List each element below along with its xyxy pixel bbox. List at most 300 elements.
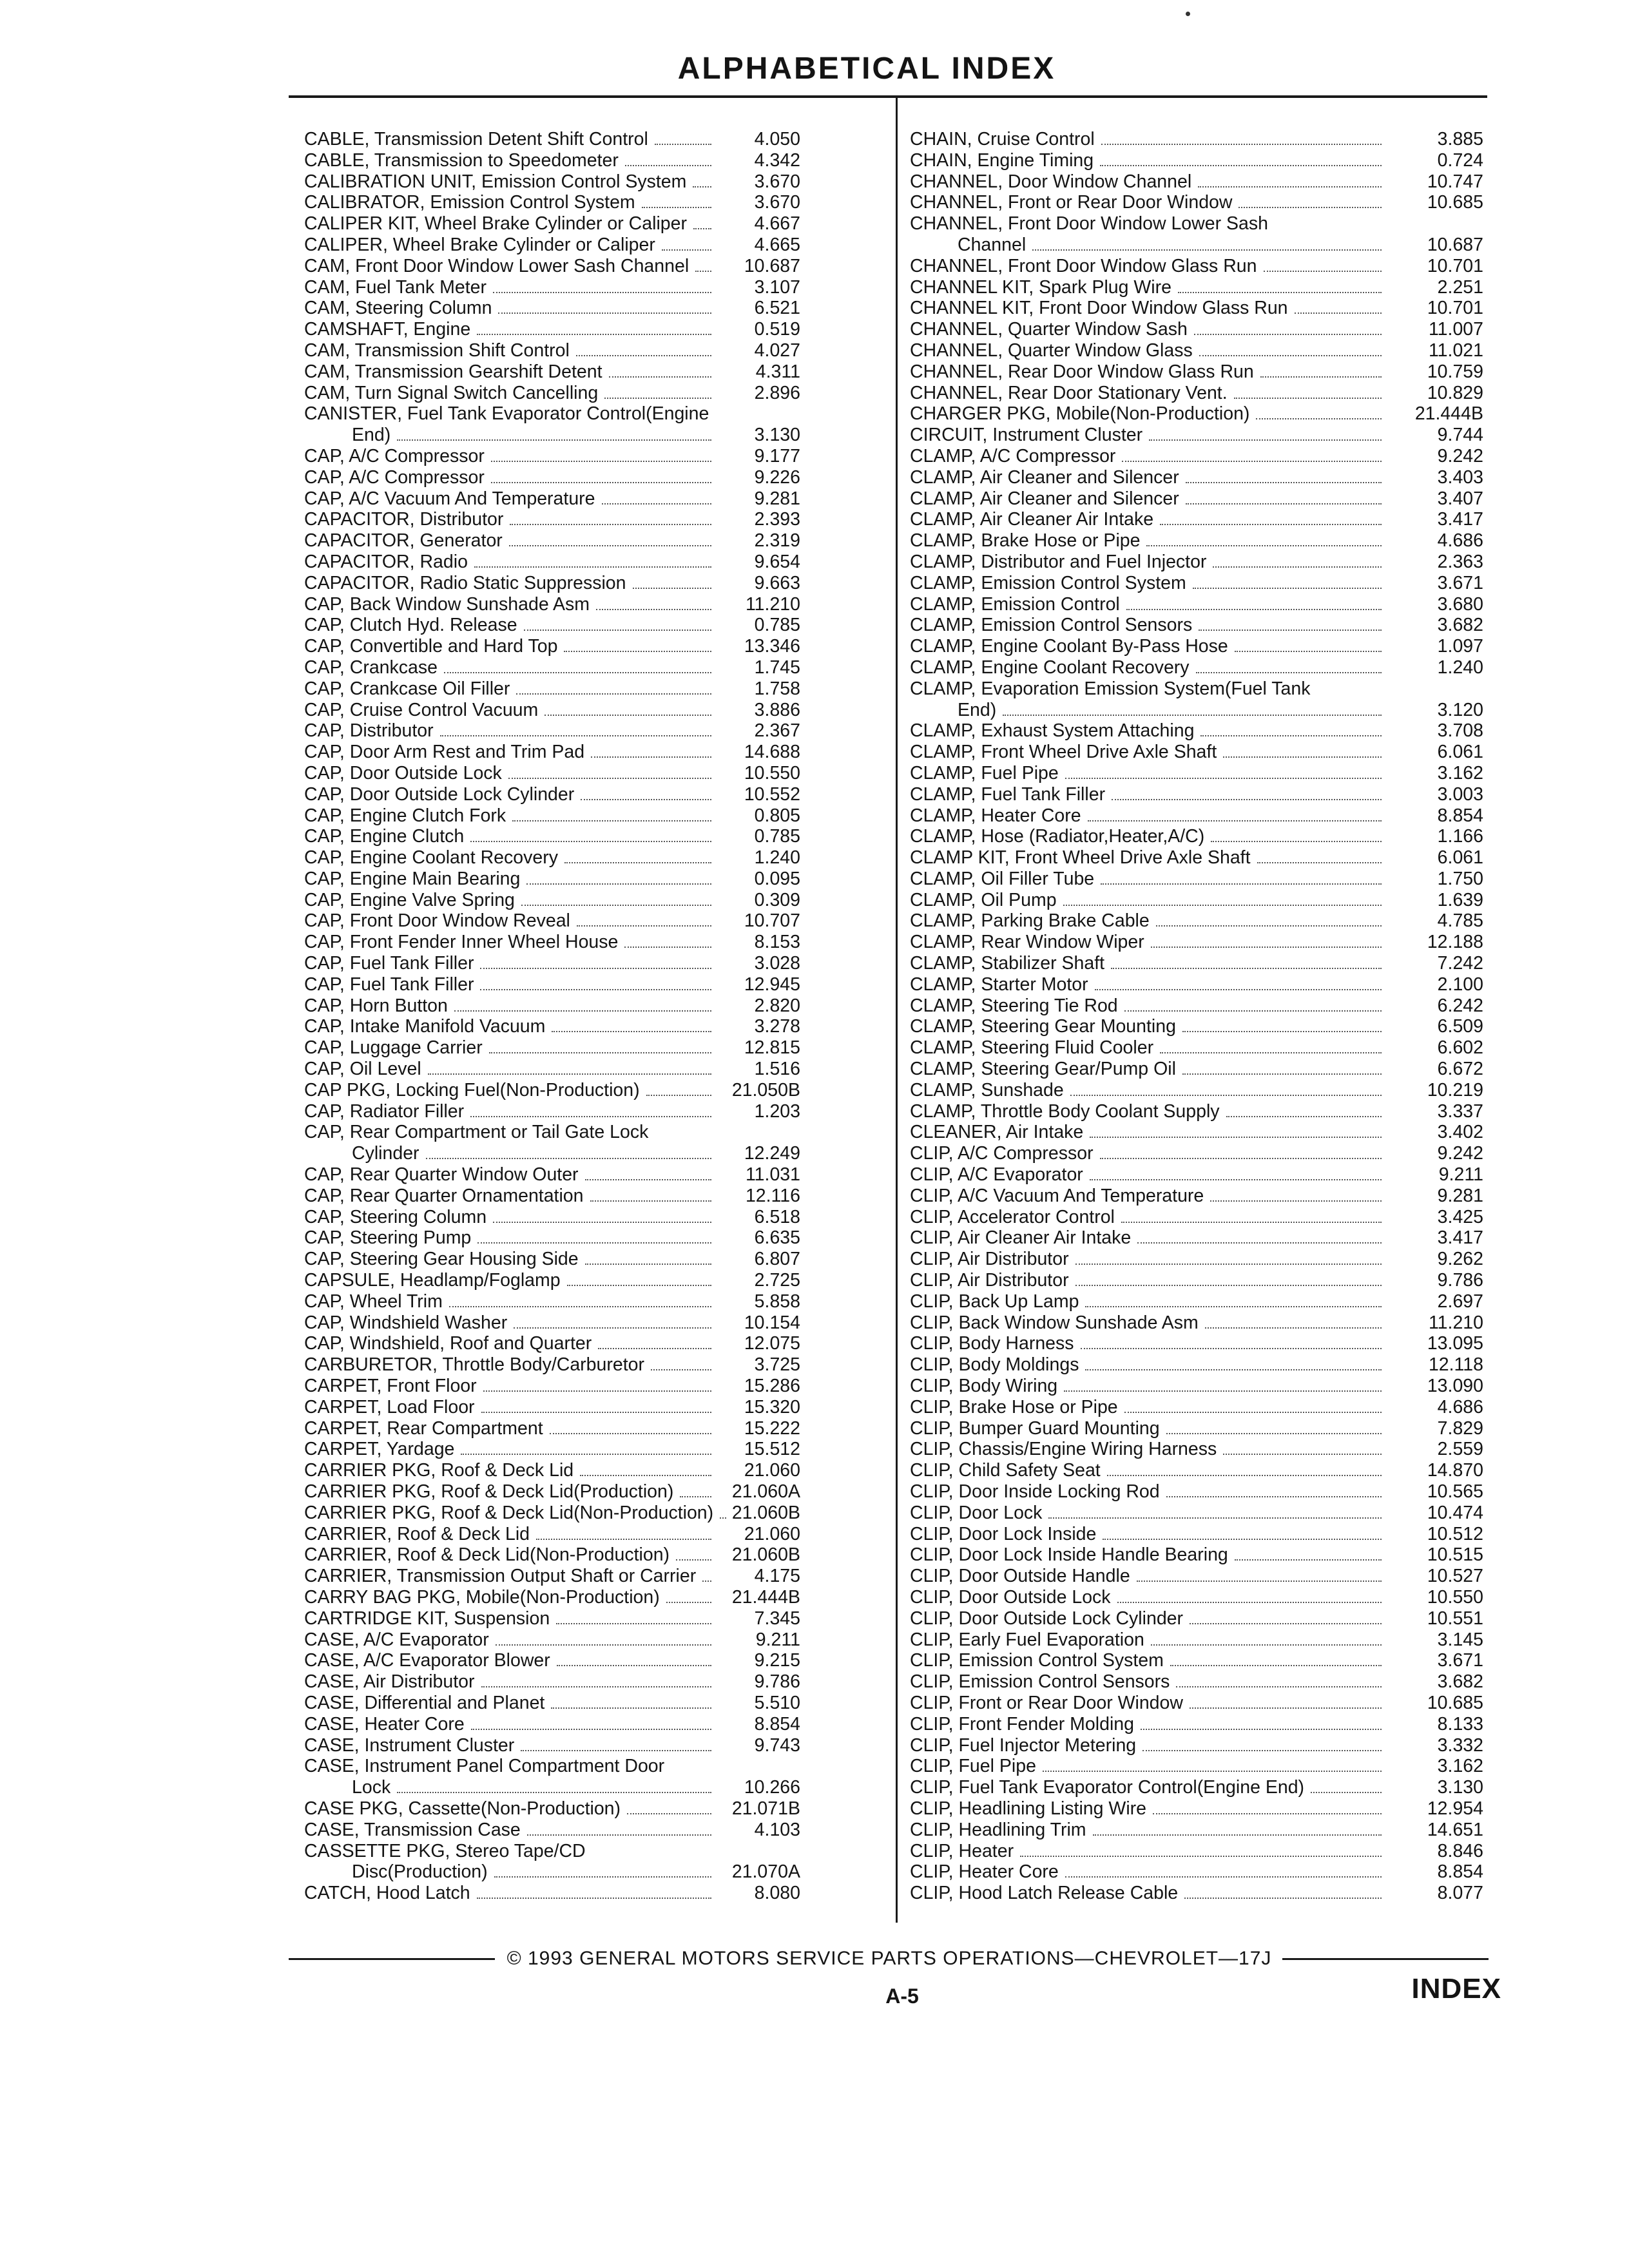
entry-page-ref: 6.061	[1437, 847, 1483, 869]
index-entry	[304, 1671, 800, 1693]
entry-page-ref: 9.262	[1437, 1249, 1483, 1270]
dot-leader	[567, 1285, 711, 1286]
index-entry	[910, 403, 1483, 425]
dot-leader	[695, 271, 711, 272]
index-entry	[304, 1397, 800, 1418]
index-entry	[910, 1460, 1483, 1481]
index-entry	[304, 1207, 800, 1228]
entry-label: CAP, Door Outside Lock	[304, 762, 502, 783]
index-entry	[304, 826, 800, 847]
entry-label: CAM, Steering Column	[304, 298, 492, 319]
entry-label: CHAIN, Cruise Control	[910, 129, 1095, 149]
dot-leader	[1160, 1052, 1382, 1053]
entry-page-ref: 2.251	[1437, 276, 1483, 298]
entry-page-ref: 6.509	[1437, 1016, 1483, 1037]
entry-page-ref: 6.242	[1437, 995, 1483, 1016]
index-entry	[304, 573, 800, 594]
entry-label: CHANNEL, Quarter Window Glass	[910, 340, 1193, 361]
entry-page-ref: 8.133	[1437, 1713, 1483, 1735]
index-entry	[304, 657, 800, 678]
index-entry	[910, 932, 1483, 953]
entry-label: CLIP, Fuel Pipe	[910, 1756, 1036, 1777]
dot-leader	[1101, 883, 1382, 885]
index-entry	[304, 742, 800, 763]
entry-page-ref: 8.854	[754, 1713, 800, 1735]
entry-label: CLIP, Door Outside Lock	[910, 1586, 1111, 1608]
entry-label: CLIP, Emission Control System	[910, 1650, 1164, 1671]
entry-label: CAP, A/C Compressor	[304, 466, 485, 488]
dot-leader	[521, 905, 711, 906]
index-entry	[304, 763, 800, 784]
entry-label: CAPACITOR, Radio Static Suppression	[304, 572, 626, 593]
entry-page-ref: 3.725	[754, 1354, 800, 1376]
dot-leader	[1117, 1602, 1382, 1603]
index-entry	[304, 1861, 800, 1883]
entry-page-ref: 2.559	[1437, 1439, 1483, 1460]
entry-label: CLIP, Hood Latch Release Cable	[910, 1883, 1179, 1904]
index-entry	[910, 256, 1483, 277]
dot-leader	[1190, 1707, 1382, 1709]
dot-leader	[1186, 482, 1382, 483]
entry-label: CLAMP, Steering Gear/Pump Oil	[910, 1059, 1176, 1080]
entry-page-ref: 3.402	[1437, 1122, 1483, 1143]
entry-label: CLIP, Door Lock	[910, 1502, 1043, 1523]
index-entry	[304, 256, 800, 277]
dot-leader	[481, 1686, 712, 1687]
dot-leader	[1075, 1285, 1382, 1286]
entry-page-ref: 3.162	[1437, 762, 1483, 783]
entry-label: CLIP, Door Outside Handle	[910, 1566, 1130, 1587]
dot-leader	[1178, 292, 1382, 293]
entry-label: CLIP, Body Wiring	[910, 1376, 1058, 1397]
dot-leader	[1226, 1116, 1382, 1117]
section-label: INDEX	[1411, 1973, 1501, 2004]
entry-page-ref: 10.685	[1427, 1692, 1483, 1713]
index-entry	[910, 594, 1483, 615]
dot-leader	[1122, 461, 1382, 462]
index-entry	[304, 403, 800, 425]
entry-label: CALIPER KIT, Wheel Brake Cylinder or Caliper	[304, 213, 687, 235]
dot-leader	[1137, 1581, 1382, 1582]
index-entry	[910, 1016, 1483, 1037]
entry-page-ref: 9.743	[754, 1735, 800, 1756]
entry-page-ref: 3.107	[754, 276, 800, 298]
index-entry	[910, 1249, 1483, 1270]
index-entry	[910, 1333, 1483, 1354]
index-entry	[910, 1059, 1483, 1080]
entry-label: CLIP, Front Fender Molding	[910, 1713, 1134, 1735]
dot-leader	[564, 651, 711, 652]
entry-page-ref: 10.527	[1427, 1566, 1483, 1587]
dot-leader	[1153, 1813, 1382, 1814]
entry-label: CLIP, Accelerator Control	[910, 1206, 1115, 1227]
index-entry	[304, 1798, 800, 1820]
entry-page-ref: 9.242	[1437, 445, 1483, 466]
index-entry	[304, 1101, 800, 1122]
entry-page-ref: 1.097	[1437, 636, 1483, 657]
dot-leader	[1124, 1412, 1382, 1413]
entry-label: CLAMP KIT, Front Wheel Drive Axle Shaft	[910, 847, 1251, 869]
entry-page-ref: 21.060A	[731, 1481, 800, 1502]
entry-label: CAP, Horn Button	[304, 995, 448, 1016]
entry-page-ref: 4.027	[754, 340, 800, 361]
dot-leader	[470, 1116, 711, 1117]
entry-page-ref: 2.319	[754, 530, 800, 552]
index-entry	[304, 488, 800, 510]
index-entry	[910, 805, 1483, 827]
index-entry	[910, 1503, 1483, 1524]
entry-label: CLIP, Door Lock Inside	[910, 1523, 1097, 1544]
entry-label: CAP, Convertible and Hard Top	[304, 636, 558, 657]
entry-page-ref: 2.393	[754, 509, 800, 530]
index-entry	[304, 1270, 800, 1291]
entry-label: CAPACITOR, Radio	[304, 551, 468, 572]
index-entry	[910, 869, 1483, 890]
entry-page-ref: 10.707	[744, 910, 800, 932]
index-entry	[910, 150, 1483, 171]
entry-label: CLAMP, Oil Pump	[910, 889, 1057, 910]
entry-label: CLAMP, Front Wheel Drive Axle Shaft	[910, 742, 1217, 763]
dot-leader	[585, 1264, 711, 1265]
entry-page-ref: 10.829	[1427, 382, 1483, 403]
index-entry	[910, 1270, 1483, 1291]
entry-page-ref: 21.444B	[1414, 403, 1483, 425]
entry-label: CAP, Steering Column	[304, 1206, 487, 1227]
entry-label: CAPACITOR, Distributor	[304, 509, 504, 530]
entry-page-ref: 1.240	[754, 847, 800, 869]
entry-page-ref: 3.671	[1437, 572, 1483, 593]
entry-label: CAP, Rear Compartment or Tail Gate Lock	[304, 1122, 649, 1143]
entry-label: CAP, Radiator Filler	[304, 1100, 465, 1122]
dot-leader	[1112, 799, 1382, 800]
entry-label: CLIP, Air Distributor	[910, 1270, 1069, 1291]
dot-leader	[1107, 1475, 1382, 1476]
dot-leader	[524, 629, 711, 631]
dot-leader	[550, 1433, 711, 1434]
entry-label: CASE, A/C Evaporator Blower	[304, 1650, 550, 1671]
entry-label: CARRIER, Roof & Deck Lid(Non-Production)	[304, 1544, 670, 1566]
index-entry	[910, 1671, 1483, 1693]
entry-page-ref: 10.266	[744, 1777, 800, 1798]
entry-label: CHANNEL, Front Door Window Lower Sash	[910, 213, 1268, 235]
dot-leader	[1182, 1031, 1382, 1032]
entry-label: CLAMP, Fuel Tank Filler	[910, 783, 1106, 805]
entry-label: CLIP, Bumper Guard Mounting	[910, 1418, 1160, 1439]
index-entry	[910, 742, 1483, 763]
dot-leader	[1085, 1306, 1382, 1307]
entry-label: CLIP, Back Window Sunshade Asm	[910, 1312, 1199, 1333]
dot-leader	[1190, 1623, 1382, 1624]
dot-leader	[512, 820, 711, 822]
index-entry	[304, 910, 800, 932]
index-entry	[304, 552, 800, 573]
index-entry	[304, 594, 800, 615]
dot-leader	[551, 1707, 711, 1709]
entry-label: CAP, Oil Level	[304, 1059, 421, 1080]
index-entry	[910, 700, 1483, 721]
entry-label: CARPET, Rear Compartment	[304, 1418, 543, 1439]
entry-label: CAP, Door Arm Rest and Trim Pad	[304, 742, 585, 763]
entry-page-ref: 3.028	[754, 953, 800, 974]
index-entry	[304, 1439, 800, 1460]
entry-label: CLIP, A/C Evaporator	[910, 1164, 1083, 1186]
entry-page-ref: 3.425	[1437, 1206, 1483, 1227]
entry-page-ref: 21.060B	[731, 1544, 800, 1566]
index-entry	[910, 1439, 1483, 1460]
index-entry	[910, 636, 1483, 657]
dot-leader	[642, 207, 711, 208]
entry-page-ref: 15.286	[744, 1376, 800, 1397]
entry-page-ref: 3.162	[1437, 1756, 1483, 1777]
footer-rule-left	[289, 1958, 495, 1960]
entry-page-ref: 10.552	[744, 783, 800, 805]
entry-page-ref: 11.007	[1428, 319, 1483, 340]
dot-leader	[1166, 1433, 1382, 1434]
dot-leader	[1257, 862, 1382, 863]
entry-label: CASE, Differential and Planet	[304, 1692, 545, 1713]
entry-page-ref: 3.417	[1437, 509, 1483, 530]
entry-page-ref: 6.807	[754, 1249, 800, 1270]
dot-leader	[1093, 1834, 1382, 1836]
index-entry	[304, 784, 800, 805]
dot-leader	[627, 1813, 711, 1814]
entry-label: CLEANER, Air Intake	[910, 1122, 1084, 1143]
entry-label: CASE PKG, Cassette(Non-Production)	[304, 1798, 621, 1819]
index-entry	[910, 1883, 1483, 1904]
index-entry	[910, 1629, 1483, 1651]
dot-leader	[493, 1222, 711, 1223]
entry-page-ref: 12.945	[744, 974, 800, 995]
entry-label: CAP, Wheel Trim	[304, 1291, 443, 1312]
entry-label: CLAMP, Steering Gear Mounting	[910, 1016, 1176, 1037]
entry-label: CAP, Front Fender Inner Wheel House	[304, 932, 619, 953]
entry-label: CAP, Engine Valve Spring	[304, 889, 515, 910]
index-entry	[304, 700, 800, 721]
entry-page-ref: 2.100	[1437, 974, 1483, 995]
index-entry	[304, 678, 800, 700]
entry-page-ref: 1.516	[754, 1059, 800, 1080]
entry-page-ref: 9.281	[754, 488, 800, 509]
dot-leader	[1235, 651, 1382, 652]
dot-leader	[471, 1729, 711, 1730]
index-entry	[910, 192, 1483, 213]
dot-leader	[1260, 376, 1382, 378]
entry-page-ref: 9.786	[754, 1671, 800, 1693]
index-entry	[910, 340, 1483, 361]
index-entry	[304, 1503, 800, 1524]
dot-leader	[498, 312, 711, 314]
entry-label: CARRIER, Roof & Deck Lid	[304, 1523, 530, 1544]
entry-label: CAM, Front Door Window Lower Sash Channel	[304, 255, 689, 276]
entry-page-ref: 10.219	[1427, 1079, 1483, 1100]
index-entry	[910, 383, 1483, 404]
scan-speck	[1186, 12, 1190, 16]
index-entry	[304, 1460, 800, 1481]
index-entry	[910, 1756, 1483, 1777]
entry-page-ref: 10.701	[1427, 255, 1483, 276]
entry-page-ref: 5.510	[754, 1692, 800, 1713]
entry-page-ref: 0.724	[1437, 149, 1483, 171]
dot-leader	[1149, 439, 1382, 441]
index-entry	[910, 1608, 1483, 1629]
entry-label: CLAMP, Heater Core	[910, 805, 1081, 826]
entry-label: Disc(Production)	[352, 1861, 488, 1883]
entry-label: CLIP, Body Harness	[910, 1333, 1074, 1354]
dot-leader	[702, 1581, 711, 1582]
entry-label: CLAMP, Exhaust System Attaching	[910, 720, 1195, 742]
dot-leader	[1088, 820, 1382, 822]
dot-leader	[590, 1200, 711, 1202]
index-entry	[910, 826, 1483, 847]
index-entry	[910, 763, 1483, 784]
entry-page-ref: 21.060	[744, 1460, 800, 1481]
entry-label: End)	[958, 699, 997, 720]
entry-page-ref: 21.050B	[731, 1079, 800, 1100]
dot-leader	[1205, 1327, 1382, 1329]
dot-leader	[1101, 144, 1382, 145]
dot-leader	[1103, 1539, 1382, 1540]
dot-leader	[440, 735, 711, 736]
index-entry	[304, 847, 800, 869]
entry-page-ref: 8.846	[1437, 1840, 1483, 1861]
index-entry	[304, 1566, 800, 1587]
dot-leader	[651, 1369, 711, 1370]
entry-page-ref: 3.886	[754, 699, 800, 720]
dot-leader	[481, 1412, 711, 1413]
dot-leader	[1186, 503, 1382, 505]
dot-leader	[1126, 609, 1382, 610]
index-entry	[304, 995, 800, 1017]
entry-page-ref: 11.021	[1428, 340, 1483, 361]
entry-page-ref: 9.211	[755, 1629, 800, 1650]
index-entry	[910, 1101, 1483, 1122]
entry-label: CLAMP, Throttle Body Coolant Supply	[910, 1100, 1220, 1122]
entry-label: CAP, Cruise Control Vacuum	[304, 699, 539, 720]
entry-page-ref: 2.367	[754, 720, 800, 742]
dot-leader	[1239, 207, 1382, 208]
dot-leader	[604, 398, 711, 399]
entry-page-ref: 3.682	[1437, 1671, 1483, 1693]
dot-leader	[624, 947, 711, 948]
entry-page-ref: 12.118	[1428, 1354, 1483, 1376]
dot-leader	[545, 715, 711, 716]
entry-label: CHANNEL, Rear Door Window Glass Run	[910, 361, 1254, 382]
index-entry	[910, 1820, 1483, 1841]
index-entry	[304, 1227, 800, 1249]
page-number: A-5	[885, 1984, 919, 2008]
entry-label: CLAMP, Emission Control System	[910, 572, 1186, 593]
dot-leader	[1075, 1264, 1382, 1265]
index-entry	[910, 509, 1483, 530]
entry-label: CAPACITOR, Generator	[304, 530, 503, 552]
dot-leader	[1200, 735, 1382, 736]
index-entry	[304, 1376, 800, 1397]
entry-page-ref: 9.281	[1437, 1185, 1483, 1206]
entry-page-ref: 4.050	[754, 129, 800, 149]
entry-page-ref: 14.688	[744, 742, 800, 763]
entry-page-ref: 3.003	[1437, 783, 1483, 805]
dot-leader	[557, 1665, 711, 1666]
dot-leader	[1081, 1348, 1382, 1349]
dot-leader	[536, 1539, 711, 1540]
index-entry	[304, 1312, 800, 1334]
dot-leader	[666, 1602, 711, 1603]
entry-label: CAMSHAFT, Engine	[304, 319, 471, 340]
index-entry	[910, 1524, 1483, 1545]
dot-leader	[598, 1348, 711, 1349]
index-entry	[304, 467, 800, 488]
entry-page-ref: 3.671	[1437, 1650, 1483, 1671]
dot-leader	[1121, 1222, 1382, 1223]
index-entry	[304, 1544, 800, 1566]
entry-label: CAP, Rear Quarter Ornamentation	[304, 1185, 584, 1206]
index-entry	[304, 1333, 800, 1354]
index-entry	[910, 1693, 1483, 1714]
dot-leader	[489, 1052, 711, 1053]
entry-label: CLAMP, Steering Fluid Cooler	[910, 1037, 1154, 1059]
entry-page-ref: 8.854	[1437, 805, 1483, 826]
dot-leader	[1211, 841, 1382, 842]
entry-label: CLAMP, Distributor and Fuel Injector	[910, 551, 1207, 572]
entry-label: CLAMP, Stabilizer Shaft	[910, 953, 1105, 974]
dot-leader	[1176, 1686, 1382, 1687]
entry-page-ref: 10.515	[1427, 1544, 1483, 1566]
dot-leader	[1111, 968, 1382, 969]
entry-page-ref: 10.685	[1427, 192, 1483, 213]
entry-page-ref: 0.095	[754, 868, 800, 889]
index-entry	[910, 446, 1483, 467]
entry-label: CLIP, Brake Hose or Pipe	[910, 1396, 1118, 1418]
entry-page-ref: 4.665	[754, 234, 800, 255]
entry-label: CLAMP, Air Cleaner and Silencer	[910, 466, 1179, 488]
dot-leader	[397, 439, 711, 441]
footer-rule-right	[1282, 1958, 1489, 1960]
entry-label: CLAMP, Rear Window Wiper	[910, 932, 1144, 953]
entry-page-ref: 12.075	[744, 1333, 800, 1354]
entry-page-ref: 0.805	[754, 805, 800, 826]
entry-label: CARRIER PKG, Roof & Deck Lid(Production)	[304, 1481, 674, 1502]
dot-leader	[449, 1306, 711, 1307]
entry-label: CASE, Instrument Panel Compartment Door	[304, 1756, 665, 1777]
entry-label: CASSETTE PKG, Stereo Tape/CD	[304, 1840, 586, 1861]
entry-page-ref: 10.759	[1427, 361, 1483, 382]
dot-leader	[494, 1876, 711, 1878]
entry-label: CAM, Transmission Gearshift Detent	[304, 361, 602, 382]
index-entry	[304, 277, 800, 298]
index-entry	[910, 1735, 1483, 1756]
entry-label: CLIP, Heater Core	[910, 1861, 1059, 1883]
entry-label: CLIP, Headlining Listing Wire	[910, 1798, 1146, 1819]
index-entry	[304, 446, 800, 467]
entry-label: CARPET, Yardage	[304, 1439, 455, 1460]
dot-leader	[609, 376, 712, 378]
index-entry	[304, 319, 800, 340]
dot-leader	[526, 883, 711, 885]
entry-page-ref: 21.070A	[731, 1861, 800, 1883]
entry-page-ref: 4.785	[1437, 910, 1483, 932]
entry-page-ref: 3.130	[754, 425, 800, 446]
dot-leader	[655, 144, 711, 145]
entry-label: CHANNEL, Front or Rear Door Window	[910, 192, 1233, 213]
dot-leader	[1151, 947, 1382, 948]
entry-page-ref: 6.672	[1437, 1059, 1483, 1080]
dot-leader	[680, 1496, 711, 1497]
index-entry	[304, 974, 800, 995]
entry-page-ref: 2.363	[1437, 551, 1483, 572]
entry-page-ref: 1.240	[1437, 657, 1483, 678]
entry-label: CLIP, A/C Vacuum And Temperature	[910, 1185, 1204, 1206]
entry-label: CAP, A/C Vacuum And Temperature	[304, 488, 595, 509]
